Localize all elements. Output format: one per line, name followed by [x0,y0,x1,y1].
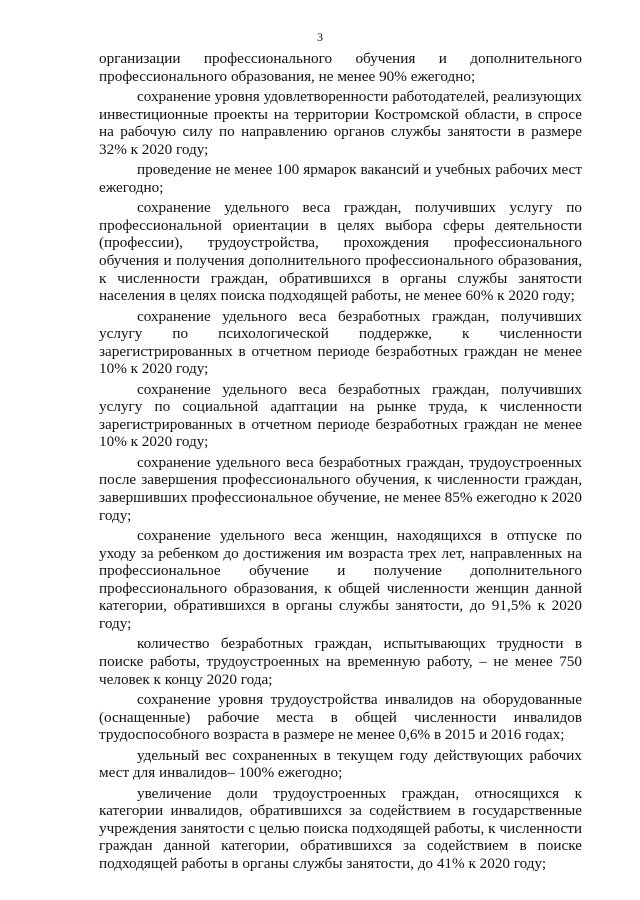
paragraph-9: количество безработных граждан, испытывающих трудности в поиске работы, трудоустроенных на временную работу, – не менее 750 человек к концу 2020 года; [99,635,582,688]
paragraph-11: удельный вес сохраненных в текущем году действующих рабочих мест для инвалидов– 100% ежегодно; [99,746,582,782]
paragraph-8: сохранение удельного веса женщин, находящихся в отпуске по уходу за ребенком до достижения им возраста трех лет, направленных на профессиональное обучение и получение дополнительного профессионального образования, к общей численности женщин данной категории, обратившихся в органы службы занятости, до 91,5% к 2020 году; [99,527,582,632]
paragraph-4: сохранение удельного веса граждан, получивших услугу по профессиональной ориентации в целях выбора сферы деятельности (профессии), трудоустройства, прохождения профессионального обучения и получения дополнительного профессионального образования, к численности граждан, обратившихся в органы службы занятости населения в целях поиска подходящей работы, не менее 60% к 2020 году; [99,199,582,305]
paragraph-1: организации профессионального обучения и дополнительного профессионального образования, не менее 90% ежегодно; [99,50,582,85]
paragraph-6: сохранение удельного веса безработных граждан, получивших услугу по социальной адаптации на рынке труда, к численности зарегистрированных в отчетном периоде безработных граждан не менее 10% к 2020 году; [99,380,582,451]
paragraph-7: сохранение удельного веса безработных граждан, трудоустроенных после завершения профессионального обучения, к численности граждан, завершивших профессиональное обучение, не менее 85% ежегодно к 2020 году; [99,453,582,524]
page-number: 3 [317,30,323,44]
paragraph-2: сохранение уровня удовлетворенности работодателей, реализующих инвестиционные проекты на территории Костромской области, в спросе на рабочую силу по направлению органов службы занятости в размере 32% к 2020 году; [99,87,582,158]
paragraph-12: увеличение доли трудоустроенных граждан, относящихся к категории инвалидов, обратившихся за содействием в государственные учреждения занятости с целью поиска подходящей работы, к численности граждан данной категории, обратившихся за содействием в поиске подходящей работы в органы службы занятости, до 41% к 2020 году; [99,784,582,872]
paragraph-10: сохранение уровня трудоустройства инвалидов на оборудованные (оснащенные) рабочие места в общей численности инвалидов трудоспособного возраста в размере не менее 0,6% в 2015 и 2016 годах; [99,690,582,744]
document-body [99,50,582,875]
paragraph-5: сохранение удельного веса безработных граждан, получивших услугу по психологической поддержке, к численности зарегистрированных в отчетном периоде безработных граждан не менее 10% к 2020 году; [99,307,582,378]
paragraph-3: проведение не менее 100 ярмарок вакансий и учебных рабочих мест ежегодно; [99,161,582,196]
